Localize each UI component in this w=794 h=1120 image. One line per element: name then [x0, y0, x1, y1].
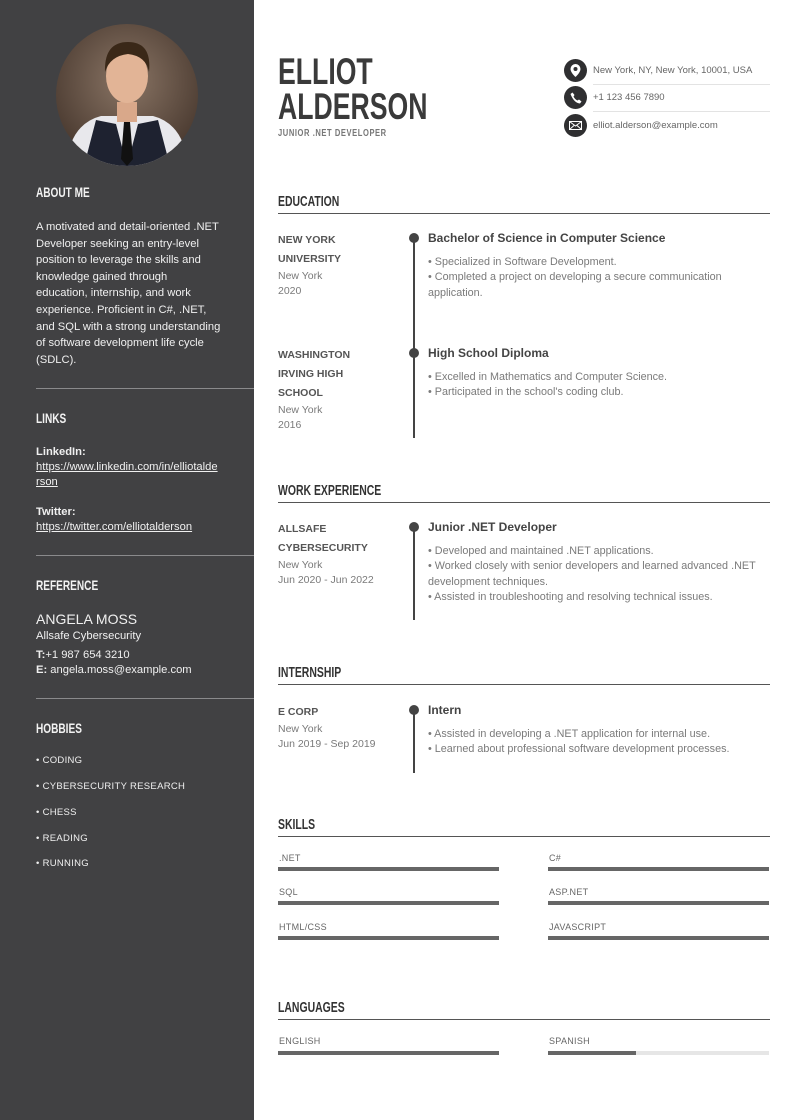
timeline-line: [413, 710, 415, 773]
links-heading: LINKS: [36, 410, 67, 426]
hobby-item: • CHESS: [36, 807, 77, 818]
contact-email: elliot.alderson@example.com: [593, 120, 718, 131]
skill-bar-fill: [278, 867, 499, 871]
skill-bar: [278, 901, 499, 905]
reference-heading: REFERENCE: [36, 577, 99, 593]
entry-date: 2016: [278, 418, 302, 431]
entry-title: Intern: [428, 703, 462, 717]
timeline-dot: [409, 705, 419, 715]
entry-left: [278, 231, 373, 298]
entry-bullet: • Completed a project on developing a secure communication application.: [428, 271, 722, 299]
entry-bullet: • Assisted in developing a .NET application for internal use.: [428, 728, 711, 740]
section-divider: [278, 502, 770, 503]
entry-date: Jun 2019 - Sep 2019: [278, 737, 376, 750]
reference-email: angela.moss@example.com: [50, 664, 192, 676]
skill-label: HTML/CSS: [279, 922, 327, 932]
language-bar-fill: [548, 1051, 636, 1055]
skill-bar-fill: [548, 867, 769, 871]
language-bar: [548, 1051, 769, 1055]
contact-address: New York, NY, New York, 10001, USA: [593, 65, 753, 76]
entry-institution: WASHINGTON IRVING HIGH SCHOOL: [278, 349, 351, 399]
section-divider: [278, 684, 770, 685]
entry-bullets: [428, 255, 768, 301]
profile-photo: [56, 24, 198, 166]
skill-bar: [548, 867, 769, 871]
entry-bullet: • Excelled in Mathematics and Computer Science.: [428, 371, 668, 383]
divider: [36, 555, 254, 556]
skill-label: C#: [549, 853, 562, 863]
timeline-dot: [409, 233, 419, 243]
linkedin-link[interactable]: https://www.linkedin.com/in/elliotalderson: [36, 461, 218, 488]
skill-bar-fill: [278, 936, 499, 940]
entry-title: Junior .NET Developer: [428, 520, 557, 534]
timeline-line: [413, 527, 415, 620]
entry-title: High School Diploma: [428, 346, 549, 360]
skill-label: SQL: [279, 887, 298, 897]
entry-location: New York: [278, 723, 323, 735]
last-name: ALDERSON: [278, 86, 428, 127]
hobby-item: • READING: [36, 833, 88, 844]
entry-bullet: • Learned about professional software development processes.: [428, 743, 730, 756]
timeline-dot: [409, 522, 419, 532]
divider: [36, 698, 254, 699]
languages-heading: LANGUAGES: [278, 1000, 345, 1016]
reference-phone-label: T:: [36, 649, 46, 661]
entry-left: [278, 703, 376, 751]
skill-bar: [548, 936, 769, 940]
twitter-label: Twitter:: [36, 506, 76, 518]
hobbies-heading: HOBBIES: [36, 720, 82, 736]
divider: [36, 388, 254, 389]
internship-heading: INTERNSHIP: [278, 665, 342, 681]
envelope-icon: [564, 114, 587, 137]
language-bar-fill: [278, 1051, 499, 1055]
contact-phone: +1 123 456 7890: [593, 92, 665, 103]
skill-bar-fill: [548, 901, 769, 905]
timeline-line: [413, 238, 415, 438]
entry-institution: E CORP: [278, 706, 319, 718]
skill-bar: [548, 901, 769, 905]
entry-left: [278, 520, 374, 587]
entry-date: Jun 2020 - Jun 2022: [278, 573, 374, 586]
entry-bullet: • Worked closely with senior developers and learned advanced .NET development techniques.: [428, 560, 756, 588]
entry-institution: ALLSAFE CYBERSECURITY: [278, 523, 368, 554]
entry-title: Bachelor of Science in Computer Science: [428, 231, 666, 245]
skills-heading-wrap: [278, 817, 330, 833]
entry-bullets: [428, 370, 768, 401]
skill-label: JAVASCRIPT: [549, 922, 607, 932]
internship-heading-wrap: [278, 665, 366, 681]
entry-location: New York: [278, 404, 323, 416]
reference-phone: +1 987 654 3210: [45, 649, 130, 661]
divider: [593, 84, 770, 85]
twitter-link[interactable]: https://twitter.com/elliotalderson: [36, 521, 193, 533]
work-experience-heading-wrap: [278, 483, 421, 499]
entry-location: New York: [278, 270, 323, 282]
hobby-item: • RUNNING: [36, 858, 89, 869]
sidebar: [0, 0, 254, 1120]
entry-left: [278, 346, 373, 432]
section-divider: [278, 1019, 770, 1020]
education-heading: EDUCATION: [278, 194, 340, 210]
entry-bullets: [428, 727, 768, 758]
job-title: JUNIOR .NET DEVELOPER: [278, 127, 387, 139]
about-text: A motivated and detail-oriented .NET Developer seeking an entry-level position to leverage the skills and knowledge gained through education, internship, and work experience. Proficient in C#, .NET, and SQL with a strong understanding of software development life cycle (SDLC).: [36, 221, 221, 366]
entry-bullets: [428, 544, 768, 605]
entry-date: 2020: [278, 284, 302, 297]
timeline-dot: [409, 348, 419, 358]
skill-label: .NET: [279, 853, 301, 863]
first-name: ELLIOT: [278, 51, 373, 92]
entry-bullet: • Specialized in Software Development.: [428, 256, 617, 268]
skill-bar-fill: [548, 936, 769, 940]
work-experience-heading: WORK EXPERIENCE: [278, 483, 382, 499]
phone-icon: [564, 86, 587, 109]
skill-label: ASP.NET: [549, 887, 589, 897]
hobby-item: • CYBERSECURITY RESEARCH: [36, 781, 186, 792]
skill-bar: [278, 867, 499, 871]
language-bar: [278, 1051, 499, 1055]
about-heading: ABOUT ME: [36, 184, 90, 200]
language-label: ENGLISH: [279, 1036, 321, 1046]
entry-institution: NEW YORK UNIVERSITY: [278, 234, 342, 265]
reference-name: ANGELA MOSS: [36, 611, 138, 627]
divider: [593, 111, 770, 112]
linkedin-label: LinkedIn:: [36, 446, 86, 458]
skill-bar: [278, 936, 499, 940]
reference-company: Allsafe Cybersecurity: [36, 630, 142, 642]
entry-bullet: • Developed and maintained .NET applications.: [428, 545, 654, 557]
languages-heading-wrap: [278, 1000, 371, 1016]
entry-bullet: • Participated in the school's coding club.: [428, 386, 624, 399]
section-divider: [278, 213, 770, 214]
language-label: SPANISH: [549, 1036, 590, 1046]
entry-bullet: • Assisted in troubleshooting and resolving technical issues.: [428, 590, 713, 603]
section-divider: [278, 836, 770, 837]
location-pin-icon: [564, 59, 587, 82]
education-heading-wrap: [278, 194, 363, 210]
hobby-item: • CODING: [36, 755, 83, 766]
skills-heading: SKILLS: [278, 817, 316, 833]
reference-email-label: E:: [36, 664, 48, 676]
skill-bar-fill: [278, 901, 499, 905]
entry-location: New York: [278, 559, 323, 571]
